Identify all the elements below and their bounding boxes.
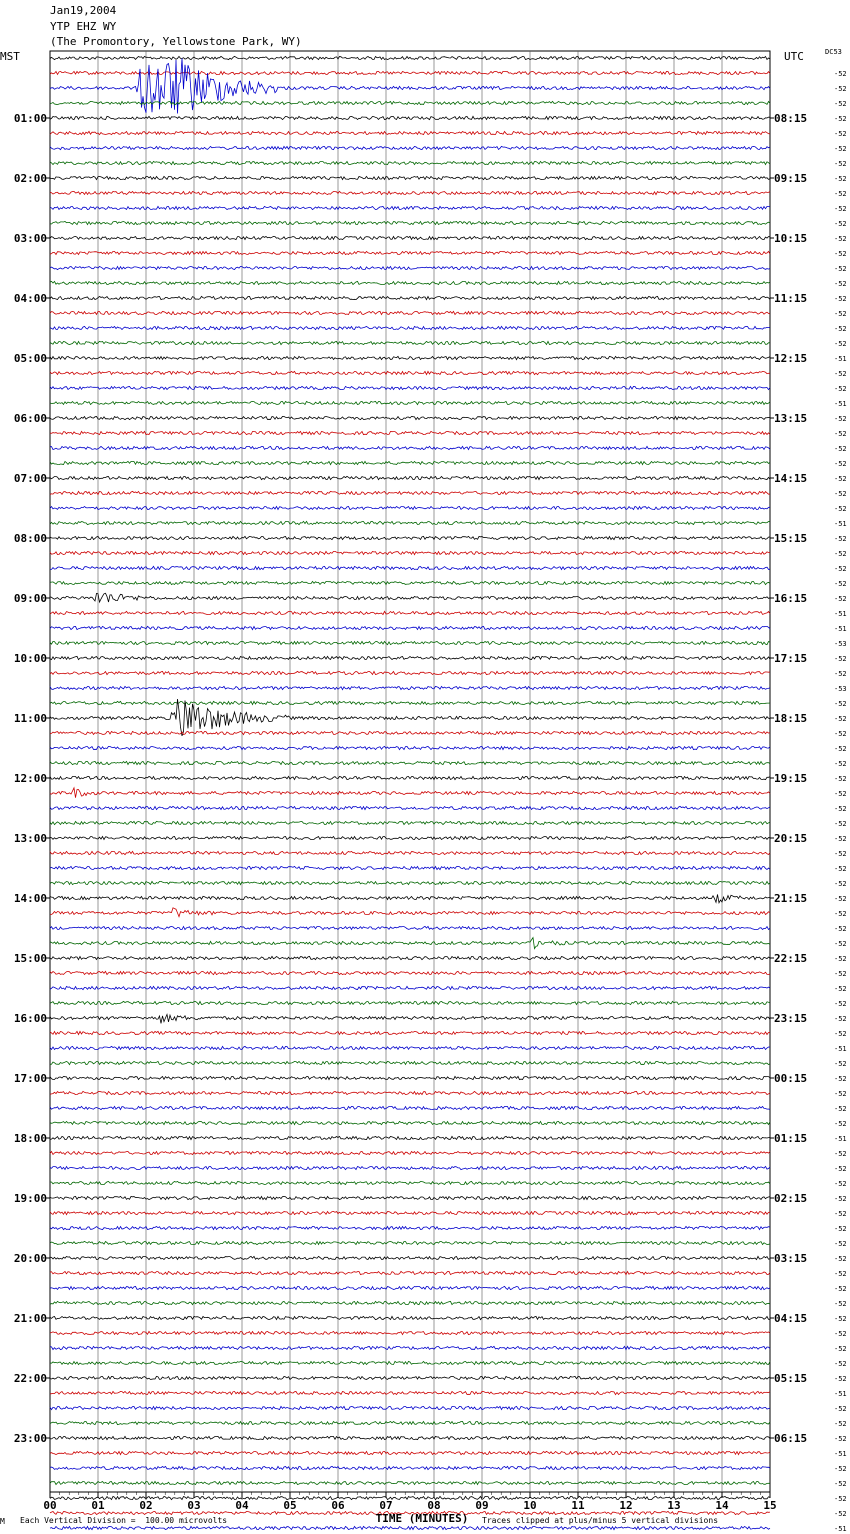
dc-offset-label: -52 xyxy=(834,280,847,288)
trace-line xyxy=(50,191,770,194)
x-tick-label: 07 xyxy=(379,1499,393,1512)
mst-hour-label: 04:00 xyxy=(13,292,47,305)
trace-line xyxy=(50,686,770,689)
dc-offset-label: -52 xyxy=(834,1270,847,1278)
dc-offset-label: -52 xyxy=(834,310,847,318)
dc-offset-label: -51 xyxy=(834,1450,847,1458)
trace-line xyxy=(50,626,770,629)
mst-hour-label: 06:00 xyxy=(13,412,47,425)
trace-line xyxy=(50,1106,770,1109)
trace-line xyxy=(50,416,770,419)
mst-hour-label: 22:00 xyxy=(13,1372,47,1385)
dc-offset-label: -52 xyxy=(834,1285,847,1293)
trace-line xyxy=(50,1136,770,1139)
mst-hour-label: 01:00 xyxy=(13,112,47,125)
x-tick-label: 11 xyxy=(571,1499,585,1512)
utc-hour-label: 19:15 xyxy=(774,772,808,785)
x-tick-label: 10 xyxy=(523,1499,537,1512)
x-tick-label: 13 xyxy=(667,1499,681,1512)
dc-offset-label: -52 xyxy=(834,265,847,273)
trace-line xyxy=(50,1121,770,1124)
x-tick-label: 12 xyxy=(619,1499,633,1512)
trace-line xyxy=(50,1196,770,1199)
utc-hour-label: 22:15 xyxy=(774,952,808,965)
clip-note: Traces clipped at plus/minus 5 vertical divisions xyxy=(482,1516,719,1525)
trace-line xyxy=(50,536,770,539)
utc-hour-label: 13:15 xyxy=(774,412,808,425)
dc-offset-label: -52 xyxy=(834,1000,847,1008)
trace-line xyxy=(50,266,770,269)
dc-offset-label: -51 xyxy=(834,610,847,618)
dc-offset-label: -51 xyxy=(834,355,847,363)
dc-offset-label: -52 xyxy=(834,460,847,468)
trace-line xyxy=(50,221,770,224)
dc-offset-label: -52 xyxy=(834,895,847,903)
trace-line xyxy=(50,1181,770,1184)
trace-line xyxy=(50,908,770,917)
trace-line xyxy=(50,1271,770,1274)
trace-line xyxy=(50,1331,770,1334)
trace-line xyxy=(50,446,770,449)
trace-line xyxy=(50,251,770,254)
trace-line xyxy=(50,1286,770,1289)
trace-line xyxy=(50,1526,770,1529)
dc-offset-label: -52 xyxy=(834,1105,847,1113)
utc-hour-label: 21:15 xyxy=(774,892,808,905)
trace-line xyxy=(50,551,770,554)
mst-hour-label: 19:00 xyxy=(13,1192,47,1205)
trace-line xyxy=(50,566,770,569)
trace-line xyxy=(50,971,770,974)
dc-offset-label: -52 xyxy=(834,175,847,183)
dc-offset-label: -52 xyxy=(834,340,847,348)
trace-line xyxy=(50,1031,770,1034)
mst-hour-label: 18:00 xyxy=(13,1132,47,1145)
utc-hour-label: 16:15 xyxy=(774,592,808,605)
dc-offset-label: -52 xyxy=(834,385,847,393)
trace-line xyxy=(50,611,770,614)
mst-hour-label: 21:00 xyxy=(13,1312,47,1325)
trace-line xyxy=(50,1061,770,1064)
dc-offset-label: -52 xyxy=(834,1360,847,1368)
trace-line xyxy=(50,386,770,389)
dc-offset-label: -52 xyxy=(834,1240,847,1248)
dc-offset-label: -52 xyxy=(834,715,847,723)
scale-note: Each Vertical Division = 100.00 microvolts xyxy=(20,1516,228,1525)
trace-line xyxy=(50,1421,770,1424)
trace-line xyxy=(50,788,770,798)
dc-offset-label: -52 xyxy=(834,745,847,753)
x-tick-label: 15 xyxy=(763,1499,777,1512)
x-tick-label: 04 xyxy=(235,1499,249,1512)
dc-offset-label: -52 xyxy=(834,205,847,213)
dc-offset-label: -52 xyxy=(834,775,847,783)
dc-offset-label: -52 xyxy=(834,220,847,228)
dc-offset-label: -52 xyxy=(834,1195,847,1203)
dc-offset-label: -52 xyxy=(834,550,847,558)
mst-hour-label: 16:00 xyxy=(13,1012,47,1025)
dc-offset-label: -53 xyxy=(834,685,847,693)
dc-offset-label: -52 xyxy=(834,1060,847,1068)
mst-hour-label: 02:00 xyxy=(13,172,47,185)
trace-line xyxy=(50,776,770,779)
trace-line xyxy=(50,1301,770,1304)
trace-line xyxy=(50,761,770,764)
mst-hour-label: 17:00 xyxy=(13,1072,47,1085)
trace-line xyxy=(50,236,770,239)
location-label: (The Promontory, Yellowstone Park, WY) xyxy=(50,35,302,48)
dc-offset-label: -52 xyxy=(834,580,847,588)
dc-offset-label: -52 xyxy=(834,1180,847,1188)
trace-line xyxy=(50,641,770,644)
mst-hour-label: 20:00 xyxy=(13,1252,47,1265)
dc-offset-label: -52 xyxy=(834,760,847,768)
trace-line xyxy=(50,1015,770,1024)
utc-hour-label: 09:15 xyxy=(774,172,808,185)
x-tick-label: 05 xyxy=(283,1499,297,1512)
dc-offset-label: -52 xyxy=(834,940,847,948)
trace-line xyxy=(50,1001,770,1004)
dc-offset-label: -52 xyxy=(834,415,847,423)
trace-line xyxy=(50,131,770,134)
utc-hour-label: 10:15 xyxy=(774,232,808,245)
utc-hour-label: 08:15 xyxy=(774,112,808,125)
dc-offset-label: -52 xyxy=(834,1210,847,1218)
dc-offset-label: -52 xyxy=(834,1330,847,1338)
dc-offset-label: -52 xyxy=(834,115,847,123)
dc-offset-label: -52 xyxy=(834,850,847,858)
trace-line xyxy=(50,581,770,584)
dc-offset-label: -52 xyxy=(834,835,847,843)
trace-line xyxy=(50,926,770,929)
trace-line xyxy=(50,1466,770,1469)
trace-line xyxy=(50,431,770,434)
dc-offset-label: -52 xyxy=(834,910,847,918)
trace-line xyxy=(50,296,770,299)
dc-offset-label: -52 xyxy=(834,1420,847,1428)
dc-offset-label: -52 xyxy=(834,490,847,498)
dc-offset-label: -52 xyxy=(834,505,847,513)
mst-hour-label: 23:00 xyxy=(13,1432,47,1445)
utc-hour-label: 11:15 xyxy=(774,292,808,305)
dc-offset-label: -52 xyxy=(834,1030,847,1038)
dc-offset-label: -52 xyxy=(834,820,847,828)
dc-offset-label: -52 xyxy=(834,100,847,108)
dc-offset-label: -53 xyxy=(834,640,847,648)
utc-hour-label: 02:15 xyxy=(774,1192,808,1205)
trace-line xyxy=(50,1436,770,1439)
dc-offset-label: -52 xyxy=(834,970,847,978)
dc-offset-label: -52 xyxy=(834,535,847,543)
x-tick-label: 01 xyxy=(91,1499,105,1512)
dc-offset-label: -51 xyxy=(834,1135,847,1143)
trace-line xyxy=(50,401,770,404)
x-tick-label: 14 xyxy=(715,1499,729,1512)
trace-line xyxy=(50,281,770,284)
trace-line xyxy=(50,1316,770,1319)
dc-offset-label: -52 xyxy=(834,790,847,798)
dc-offset-label: -51 xyxy=(834,400,847,408)
trace-line xyxy=(50,895,770,903)
trace-line xyxy=(50,356,770,359)
dc-offset-label: -51 xyxy=(834,625,847,633)
utc-hour-label: 20:15 xyxy=(774,832,808,845)
dc-offset-label: -52 xyxy=(834,475,847,483)
trace-line xyxy=(50,656,770,659)
trace-line xyxy=(50,116,770,119)
trace-line xyxy=(50,701,770,704)
dc-offset-label: -52 xyxy=(834,295,847,303)
utc-hour-label: 05:15 xyxy=(774,1372,808,1385)
trace-line xyxy=(50,1406,770,1409)
dc-offset-label: -51 xyxy=(834,1525,847,1533)
trace-line xyxy=(50,326,770,329)
dc-offset-label: -52 xyxy=(834,1465,847,1473)
trace-line xyxy=(50,506,770,509)
trace-line xyxy=(50,593,770,602)
utc-hour-label: 17:15 xyxy=(774,652,808,665)
trace-line xyxy=(50,1376,770,1379)
trace-line xyxy=(50,341,770,344)
utc-hour-label: 03:15 xyxy=(774,1252,808,1265)
trace-line xyxy=(50,56,770,59)
trace-line xyxy=(50,1046,770,1049)
dc-top-value: 53 xyxy=(833,48,842,56)
trace-line xyxy=(50,1091,770,1094)
dc-offset-label: -52 xyxy=(834,1015,847,1023)
trace-line xyxy=(50,1391,770,1394)
date-label: Jan19,2004 xyxy=(50,4,117,17)
dc-offset-label: -52 xyxy=(834,235,847,243)
trace-line xyxy=(50,1346,770,1349)
trace-line xyxy=(50,821,770,824)
mst-hour-label: 15:00 xyxy=(13,952,47,965)
mst-hour-label: 13:00 xyxy=(13,832,47,845)
dc-offset-label: -52 xyxy=(834,1315,847,1323)
dc-offset-label: -52 xyxy=(834,130,847,138)
dc-offset-label: -52 xyxy=(834,1345,847,1353)
mst-hour-label: 11:00 xyxy=(13,712,47,725)
dc-offset-label: -52 xyxy=(834,160,847,168)
dc-offset-label: -52 xyxy=(834,880,847,888)
dc-offset-label: -52 xyxy=(834,985,847,993)
x-tick-label: 09 xyxy=(475,1499,489,1512)
dc-offset-label: -52 xyxy=(834,565,847,573)
trace-line xyxy=(50,161,770,164)
trace-line xyxy=(50,1451,770,1454)
trace-line xyxy=(50,1076,770,1079)
dc-offset-label: -52 xyxy=(834,925,847,933)
trace-line xyxy=(50,806,770,809)
dc-offset-label: -52 xyxy=(834,70,847,78)
trace-line xyxy=(50,1226,770,1229)
utc-hour-label: 14:15 xyxy=(774,472,808,485)
mst-hour-label: 07:00 xyxy=(13,472,47,485)
utc-hour-label: 23:15 xyxy=(774,1012,808,1025)
trace-line xyxy=(50,1496,770,1499)
trace-line xyxy=(50,176,770,179)
trace-line xyxy=(50,836,770,839)
trace-line xyxy=(50,1166,770,1169)
utc-hour-label: 18:15 xyxy=(774,712,808,725)
dc-offset-label: -52 xyxy=(834,1405,847,1413)
trace-line xyxy=(50,491,770,494)
dc-offset-label: -52 xyxy=(834,805,847,813)
dc-offset-label: -52 xyxy=(834,1165,847,1173)
trace-line xyxy=(50,671,770,674)
dc-offset-label: -52 xyxy=(834,1120,847,1128)
mst-label: MST xyxy=(0,50,20,63)
trace-line xyxy=(50,371,770,374)
trace-line xyxy=(50,1481,770,1484)
dc-offset-label: -52 xyxy=(834,1150,847,1158)
trace-line xyxy=(50,881,770,884)
trace-line xyxy=(50,866,770,869)
dc-offset-label: -52 xyxy=(834,700,847,708)
dc-offset-label: -52 xyxy=(834,1225,847,1233)
dc-offset-label: -52 xyxy=(834,325,847,333)
utc-hour-label: 00:15 xyxy=(774,1072,808,1085)
mst-hour-label: 05:00 xyxy=(13,352,47,365)
dc-offset-label: -51 xyxy=(834,520,847,528)
dc-offset-label: -51 xyxy=(834,1045,847,1053)
trace-line xyxy=(50,476,770,479)
dc-offset-label: -52 xyxy=(834,1480,847,1488)
dc-offset-label: -52 xyxy=(834,370,847,378)
trace-line xyxy=(50,1211,770,1214)
mst-hour-label: 10:00 xyxy=(13,652,47,665)
trace-line xyxy=(50,986,770,989)
utc-hour-label: 04:15 xyxy=(774,1312,808,1325)
dc-offset-label: -52 xyxy=(834,445,847,453)
dc-offset-label: -52 xyxy=(834,955,847,963)
utc-hour-label: 12:15 xyxy=(774,352,808,365)
x-tick-label: 03 xyxy=(187,1499,201,1512)
mst-hour-label: 14:00 xyxy=(13,892,47,905)
trace-line xyxy=(50,146,770,149)
dc-offset-label: -52 xyxy=(834,1075,847,1083)
trace-line xyxy=(50,1361,770,1364)
dc-offset-label: -52 xyxy=(834,730,847,738)
dc-offset-label: -52 xyxy=(834,250,847,258)
dc-offset-label: -52 xyxy=(834,1090,847,1098)
dc-offset-label: -52 xyxy=(834,1375,847,1383)
corner-mark: M xyxy=(0,1517,5,1526)
station-label: YTP EHZ WY xyxy=(50,20,117,33)
utc-label: UTC xyxy=(784,50,804,63)
dc-offset-label: -52 xyxy=(834,190,847,198)
dc-offset-label: -52 xyxy=(834,430,847,438)
trace-line xyxy=(50,1151,770,1154)
dc-offset-label: -51 xyxy=(834,1390,847,1398)
dc-offset-label: -52 xyxy=(834,865,847,873)
trace-line xyxy=(50,851,770,854)
mst-hour-label: 08:00 xyxy=(13,532,47,545)
dc-offset-label: -52 xyxy=(834,655,847,663)
mst-hour-label: 09:00 xyxy=(13,592,47,605)
trace-line xyxy=(50,58,770,113)
x-axis-title: TIME (MINUTES) xyxy=(375,1512,469,1525)
dc-offset-label: -52 xyxy=(834,595,847,603)
trace-line xyxy=(50,956,770,959)
trace-line xyxy=(50,1256,770,1259)
x-tick-label: 08 xyxy=(427,1499,441,1512)
dc-offset-label: -52 xyxy=(834,670,847,678)
trace-line xyxy=(50,938,770,949)
trace-line xyxy=(50,101,770,104)
dc-offset-label: -52 xyxy=(834,1255,847,1263)
trace-line xyxy=(50,461,770,464)
dc-offset-label: -52 xyxy=(834,1435,847,1443)
trace-line xyxy=(50,521,770,524)
x-tick-label: 00 xyxy=(43,1499,57,1512)
x-tick-label: 02 xyxy=(139,1499,153,1512)
trace-line xyxy=(50,731,770,734)
dc-offset-label: -52 xyxy=(834,1510,847,1518)
dc-offset-label: -52 xyxy=(834,1495,847,1503)
dc-label-text: DC xyxy=(825,48,834,56)
mst-hour-label: 12:00 xyxy=(13,772,47,785)
utc-hour-label: 06:15 xyxy=(774,1432,808,1445)
x-tick-label: 06 xyxy=(331,1499,345,1512)
dc-offset-label: -52 xyxy=(834,145,847,153)
trace-line xyxy=(50,746,770,749)
utc-hour-label: 15:15 xyxy=(774,532,808,545)
utc-hour-label: 01:15 xyxy=(774,1132,808,1145)
trace-line xyxy=(50,1241,770,1244)
dc-offset-label: -52 xyxy=(834,85,847,93)
dc-offset-label: -52 xyxy=(834,1300,847,1308)
mst-hour-label: 03:00 xyxy=(13,232,47,245)
trace-line xyxy=(50,311,770,314)
trace-line xyxy=(50,206,770,209)
